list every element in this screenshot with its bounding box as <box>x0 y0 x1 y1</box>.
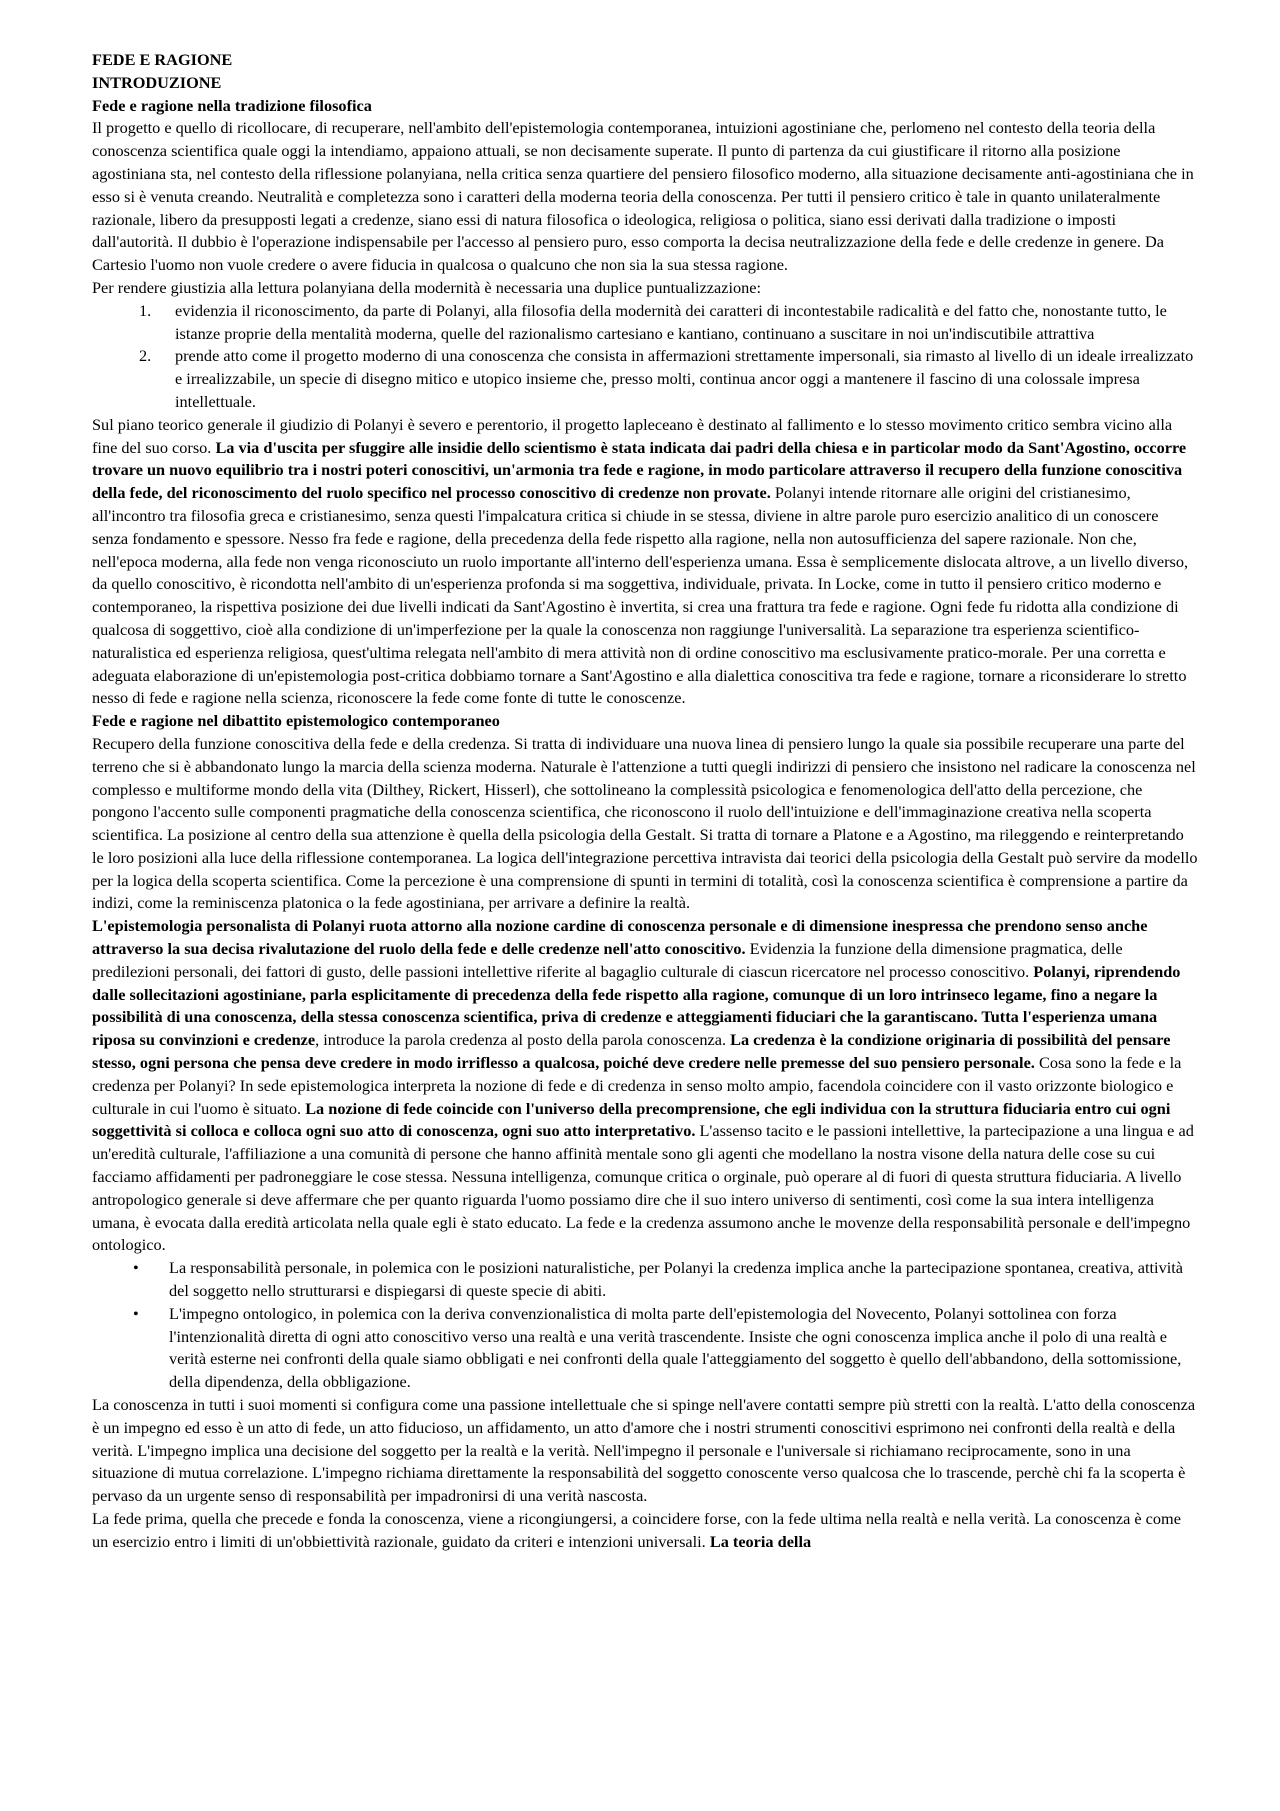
list-number: 2. <box>139 346 152 366</box>
bold-text-run: La teoria della <box>709 1531 812 1551</box>
section-heading-tradition: Fede e ragione nella tradizione filosofica <box>92 95 372 115</box>
paragraph <box>92 915 1198 1257</box>
list-item <box>92 1257 1198 1303</box>
intro-heading: INTRODUZIONE <box>92 72 222 92</box>
text-run: L'assenso tacito e le passioni intellettive, la partecipazione a una lingua e ad un'eredità culturale, l'affiliazione a una comunità di persone che hanno affinità mentale sono gli agenti che modellano la nostra visone della natura delle cose su cui facciamo affidamenti per padroneggiare le cose stessa. Nessuna intelligenza, comunque critica o orginale, può operare al di fuori di questa struttura fiduciaria. A livello antropologico generale si deve affermare che per quanto riguarda l'uomo possiamo dire che il suo intero universo di sentimenti, così come la sua intera intelligenza umana, è evocata dalla eredità articolata nella quale egli è stato educato. La fede e la credenza assumono anche le movenze della responsabilità personale e dell'impegno ontologico. <box>92 1121 1194 1255</box>
bullet-marker: • <box>133 1303 139 1323</box>
list-item <box>92 345 1198 413</box>
list-item <box>92 1303 1198 1394</box>
list-item <box>92 300 1198 346</box>
list-item-text: prende atto come il progetto moderno di una conoscenza che consista in affermazioni strettamente impersonali, sia rimasto al livello di un ideale irrealizzato e irrealizzabile, un specie di disegno mitico e utopico insieme che, presso molti, continua ancor oggi a mantenere il fascino di una colossale impresa intellettuale. <box>175 346 1194 411</box>
list-item-text: L'impegno ontologico, in polemica con la deriva convenzionalistica di molta parte dell'epistemologia del Novecento, Polanyi sottolinea con forza l'intenzionalità diretta di ogni atto conoscitivo verso una realtà e una verità trascendente. Insiste che ogni conoscenza implica anche il polo di una realtà e verità esterne nei confronti della quale siamo obbligati e nei confronti della quale l'atteggiamento del soggetto è quello dell'abbandono, della sottomissione, della dipendenza, della obbligazione. <box>169 1303 1182 1392</box>
bold-text-run: La credenza è la condizione originaria di possibilità del pensare stesso, ogni persona che pensa deve credere in modo irriflesso a qualcosa, poiché deve credere nelle premesse del suo pensiero personale. <box>92 1030 1171 1073</box>
paragraph <box>92 414 1198 710</box>
document-page <box>92 49 1198 1554</box>
numbered-list <box>92 300 1198 414</box>
bullet-list <box>92 1257 1198 1394</box>
list-item-text: La responsabilità personale, in polemica con le posizioni naturalistiche, per Polanyi la credenza implica anche la partecipazione spontanea, creativa, attività del soggetto nello strutturarsi e dispiegarsi di queste specie di abiti. <box>169 1258 1183 1301</box>
text-run: , introduce la parola credenza al posto della parola conoscenza. <box>315 1030 731 1050</box>
bold-text-run: L'epistemologia personalista di Polanyi ruota attorno alla nozione cardine di conoscenza personale e di dimensione inespressa che prendono senso anche attraverso la sua decisa rivalutazione del ruolo della fede e delle credenze nell'atto conoscitivo. <box>92 916 1148 959</box>
text-run: Polanyi intende ritornare alle origini del cristianesimo, all'incontro tra filosofia greca e cristianesimo, senza questi l'impalcatura critica si chiude in se stessa, diviene in altre parole puro esercizio analitico di un conoscere senza fondamento e spessore. Nesso fra fede e ragione, della precedenza della fede rispetto alla ragione, nella non autosufficienza del sapere razionale. Non che, nell'epoca moderna, alla fede non venga riconosciuto un ruolo importante all'interno dell'esperienza umana. Essa è semplicemente dislocata altrove, a un livello diverso, da quello conoscitivo, è ricondotta nell'ambito di un'esperienza profonda si ma soggettiva, individuale, privata. In Locke, come in tutto il pensiero critico moderno e contemporaneo, la rispettiva posizione dei due livelli indicati da Sant'Agostino è invertita, si crea una frattura tra fede e ragione. Ogni fede fu ridotta alla condizione di qualcosa di soggettivo, cioè alla condizione di un'imperfezione per la quale la conoscenza non raggiunge l'universalità. La separazione tra esperienza scientifico-naturalistica ed esperienza religiosa, quest'ultima relegata nell'ambito di mera attività non di ordine conoscitivo ma esclusivamente pratico-morale. Per una corretta e adeguata elaborazione di un'epistemologia post-critica dobbiamo tornare a Sant'Agostino e alla dialettica conoscitiva tra fede e ragione, tornare a riconsiderare lo stretto nesso di fede e ragione nella scienza, riconoscere la fede come fonte di tutte le conoscenze. <box>92 483 1189 708</box>
bold-text-run: La nozione di fede coincide con l'universo della precomprensione, che egli individua con la struttura fiduciaria entro cui ogni soggettività si colloca e colloca ogni suo atto di conoscenza, ogni suo atto interpretativo. <box>92 1098 1171 1141</box>
text-run: La fede prima, quella che precede e fonda la conoscenza, viene a ricongiungersi, a coincidere forse, con la fede ultima nella realtà e nella verità. La conoscenza è come un esercizio entro i limiti di un'obbiettività razionale, guidato da criteri e intenzioni universali. <box>92 1509 1181 1551</box>
text-run: Evidenzia la funzione della dimensione pragmatica, delle predilezioni personali, dei fattori di gusto, delle passioni intellettive riferite al bagaglio culturale di ciascun ricercatore nel processo conoscitivo. <box>92 939 1123 981</box>
bullet-marker: • <box>133 1258 139 1278</box>
paragraph: La conoscenza in tutti i suoi momenti si configura come una passione intellettuale che si spinge nell'avere contatti sempre più stretti con la realtà. L'atto della conoscenza è un impegno ed esso è un atto di fede, un atto fiducioso, un affidamento, un atto d'amore che i nostri strumenti conoscitivi esprimono nei confronti della realtà e della verità. L'impegno implica una decisione del soggetto per la realtà e la verità. Nell'impegno il personale e l'universale si richiamano reciprocamente, sono in una situazione di mutua correlazione. L'impegno richiama direttamente la responsabilità del soggetto conoscente verso qualcosa che lo trascende, perchè chi fa la scoperta è pervaso da un urgente senso di responsabilità per impadronirsi di una verità nascosta. <box>92 1395 1196 1506</box>
paragraph <box>92 1508 1198 1554</box>
paragraph: Per rendere giustizia alla lettura polanyiana della modernità è necessaria una duplice puntualizzazione: <box>92 277 762 297</box>
list-item-text: evidenzia il riconoscimento, da parte di Polanyi, alla filosofia della modernità dei caratteri di incontestabile radicalità e del fatto che, nonostante tutto, le istanze proprie della mentalità moderna, quelle del razionalismo cartesiano e kantiano, continuano a suscitare in noi un'indiscutibile attrattiva <box>175 300 1167 343</box>
document-title: FEDE E RAGIONE <box>92 50 233 69</box>
paragraph: Recupero della funzione conoscitiva della fede e della credenza. Si tratta di individuare una nuova linea di pensiero lungo la quale sia possibile recuperare una parte del terreno che si è abbandonato lungo la marcia della scienza moderna. Naturale è l'attenzione a tutti quegli indirizzi di pensiero che insistono nel radicare la conoscenza nel complesso e multiforme mondo della vita (Dilthey, Rickert, Hisserl), che sottolineano la complessità psicologica e fenomenologica dell'atto della percezione, che pongono l'accento sulle componenti pragmatiche della conoscenza scientifica, che riconoscono il ruolo dell'intuizione e dell'immaginazione creativa nella scoperta scientifica. La posizione al centro della sua attenzione è quella della psicologia della Gestalt. Si tratta di tornare a Platone e a Agostino, ma rileggendo e reinterpretando le loro posizioni alla luce della riflessione contemporanea. La logica dell'integrazione percettiva intravista dai teorici della psicologia della Gestalt può servire da modello per la logica della scoperta scientifica. Come la percezione è una comprensione di spunti in termini di totalità, così la conoscenza scientifica è comprensione a partire da indizi, come la reminiscenza platonica o la fede agostiniana, per arrivare a definire la realtà. <box>92 733 1198 913</box>
section-heading-debate: Fede e ragione nel dibattito epistemologico contemporaneo <box>92 711 500 731</box>
text-run: Cosa sono la fede e la credenza per Polanyi? In sede epistemologica interpreta la nozione di fede e di credenza in senso molto ampio, facendola coincidere con il vasto orizzonte biologico e culturale in cui l'uomo è situato. <box>92 1053 1182 1118</box>
bold-text-run: La via d'uscita per sfuggire alle insidie dello scientismo è stata indicata dai padri della chiesa e in particolar modo da Sant'Agostino, occorre trovare un nuovo equilibrio tra i nostri poteri conoscitivi, un'armonia tra fede e ragione, in modo particolare attraverso il recupero della funzione conoscitiva della fede, del riconoscimento del ruolo specifico nel processo conoscitivo di credenze non provate. <box>92 437 1187 503</box>
text-run: Sul piano teorico generale il giudizio di Polanyi è severo e perentorio, il progetto lapleceano è destinato al fallimento e lo stesso movimento critico sembra vicino alla fine del suo corso. <box>92 414 1173 457</box>
list-number: 1. <box>139 300 152 320</box>
paragraph: Il progetto e quello di ricollocare, di recuperare, nell'ambito dell'epistemologia contemporanea, intuizioni agostiniane che, perlomeno nel contesto della teoria della conoscenza scientifica quale oggi la intendiamo, appaiono attuali, se non decisamente superate. Il punto di partenza da cui giustificare il ritorno alla posizione agostiniana sta, nel contesto della riflessione polanyiana, nella critica senza quartiere del pensiero filosofico moderno, alla situazione decisamente anti-agostiniana che in esso si è venuta creando. Neutralità e completezza sono i caratteri della moderna teoria della conoscenza. Per tutti il pensiero critico è tale in quanto unilateralmente razionale, libero da presupposti legati a credenze, siano essi di natura filosofica o ideologica, religiosa o politica, siano essi derivati dalla tradizione o imposti dall'autorità. Il dubbio è l'operazione indispensabile per l'accesso al pensiero puro, esso comporta la decisa neutralizzazione della fede e delle credenze in genere. Da Cartesio l'uomo non vuole credere o avere fiducia in qualcosa o qualcuno che non sia la sua stessa ragione. <box>92 118 1194 275</box>
bold-text-run: Polanyi, riprendendo dalle sollecitazioni agostiniane, parla esplicitamente di precedenza della fede rispetto alla ragione, comunque di un loro intrinseco legame, fino a negare la possibilità di una conoscenza, della stessa conoscenza scientifica, priva di credenze e atteggiamenti fiduciari che la garantiscano. Tutta l'esperienza umana riposa su convinzioni e credenze <box>92 961 1181 1050</box>
